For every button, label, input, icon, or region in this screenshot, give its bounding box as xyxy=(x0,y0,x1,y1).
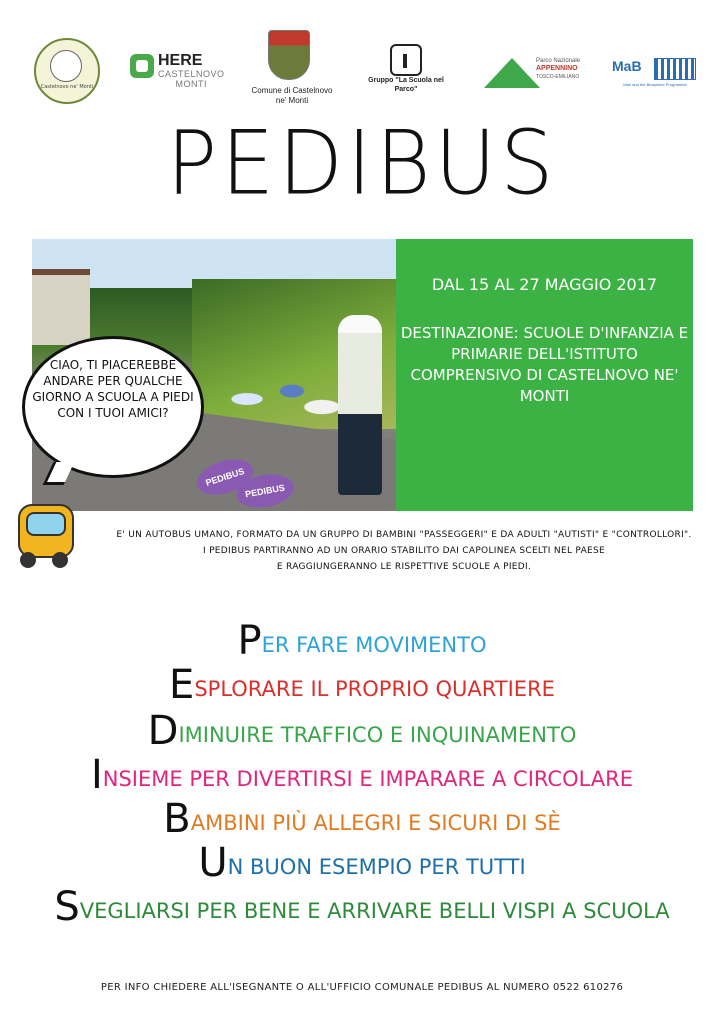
gruppo-logo-label: Gruppo "La Scuola nel Parco" xyxy=(368,77,444,93)
bus-window xyxy=(26,512,66,536)
here-logo-sub: CASTELNOVO MONTI xyxy=(158,69,225,89)
acrostic-letter: U xyxy=(198,840,228,886)
parco-logo-line3: TOSCO-EMILIANO xyxy=(536,74,580,80)
acrostic-text: N BUON ESEMPIO PER TUTTI xyxy=(227,855,526,879)
here-mark-icon xyxy=(130,54,154,78)
bus-mascot-icon xyxy=(8,502,80,570)
mab-logo-sub: Man and the Biosphere Programme xyxy=(623,82,687,87)
acrostic-letter: I xyxy=(90,752,103,798)
acrostic-text: VEGLIARSI PER BENE E ARRIVARE BELLI VISPI A SCUOLA xyxy=(79,899,670,923)
here-logo-label: HERE xyxy=(158,52,203,69)
acrostic-line-s xyxy=(0,884,724,930)
acrostic-letter: E xyxy=(169,662,195,708)
house-shape xyxy=(32,269,90,345)
acrostic-text: SPLORARE IL PROPRIO QUARTIERE xyxy=(194,677,555,701)
description-line: E RAGGIUNGERANNO LE RISPETTIVE SCUOLE A PIEDI. xyxy=(276,562,532,572)
emblem-icon xyxy=(50,50,82,82)
acrostic-text: ER FARE MOVIMENTO xyxy=(261,633,487,657)
footprint-label-1: PEDIBUS xyxy=(192,453,257,501)
parco-logo-line1: Parco Nazionale xyxy=(536,58,581,64)
unesco-temple-icon xyxy=(654,58,696,80)
parco-logo-line2: APPENNINO xyxy=(536,65,578,72)
mountain-icon xyxy=(484,58,540,88)
description xyxy=(86,527,722,575)
acrostic-letter: P xyxy=(237,618,262,664)
bus-wheel xyxy=(20,552,36,568)
info-box xyxy=(396,239,693,511)
acrostic-line-p xyxy=(0,618,724,664)
here-logo xyxy=(130,52,225,94)
acrostic-line-e xyxy=(0,662,724,708)
bus-wheel xyxy=(52,552,68,568)
mab-unesco-logo xyxy=(610,44,698,104)
logo-strip xyxy=(0,28,724,108)
acrostic-line-d xyxy=(0,708,724,754)
page-title: PEDIBUS xyxy=(166,111,558,215)
footprint-label-2: PEDIBUS xyxy=(234,470,297,511)
gruppo-logo xyxy=(366,44,446,104)
comune-logo-label: Comune di Castelnovo ne' Monti xyxy=(251,86,333,105)
acrostic-letter: S xyxy=(54,884,80,930)
acrostic-text: AMBINI PIÙ ALLEGRI E SICURI DI SÈ xyxy=(190,811,561,835)
acrostic-text: IMINUIRE TRAFFICO E INQUINAMENTO xyxy=(178,723,577,747)
acrostic-letter: D xyxy=(147,708,179,754)
acrostic-text: NSIEME PER DIVERTIRSI E IMPARARE A CIRCOLARE xyxy=(102,767,634,791)
mab-logo-label: MaB xyxy=(612,58,642,74)
destination-text: DESTINAZIONE: SCUOLE D'INFANZIA E PRIMARIE DELL'ISTITUTO COMPRENSIVO DI CASTELNOVO NE' MONTI xyxy=(400,324,689,405)
speech-bubble xyxy=(22,336,204,478)
description-line: E' UN AUTOBUS UMANO, FORMATO DA UN GRUPPO DI BAMBINI "PASSEGGERI" E DA ADULTI "AUTISTI" E "CONTROLLORI". xyxy=(116,530,692,540)
parco-logo xyxy=(484,52,604,92)
event-dates: DAL 15 AL 27 MAGGIO 2017 xyxy=(431,275,658,294)
footer-info: PER INFO CHIEDERE ALL'ISEGNANTE O ALL'UFFICIO COMUNALE PEDIBUS AL NUMERO 0522 610276 xyxy=(100,982,624,993)
tree-icon xyxy=(390,44,422,76)
speech-bubble-text: CIAO, TI PIACEREBBE ANDARE PER QUALCHE GIORNO A SCUOLA A PIEDI CON I TUOI AMICI? xyxy=(32,358,194,420)
officer-figure xyxy=(338,315,382,495)
school-logo xyxy=(34,38,100,104)
children-group xyxy=(202,359,352,439)
acrostic-letter: B xyxy=(163,796,191,842)
crest-icon xyxy=(268,30,310,80)
description-line: I PEDIBUS PARTIRANNO AD UN ORARIO STABILITO DAI CAPOLINEA SCELTI NEL PAESE xyxy=(202,546,606,556)
acrostic-line-i xyxy=(0,752,724,798)
acrostic-line-u xyxy=(0,840,724,886)
comune-logo xyxy=(252,28,332,108)
school-logo-label: Castelnovo ne' Monti xyxy=(40,84,94,90)
acrostic-line-b xyxy=(0,796,724,842)
